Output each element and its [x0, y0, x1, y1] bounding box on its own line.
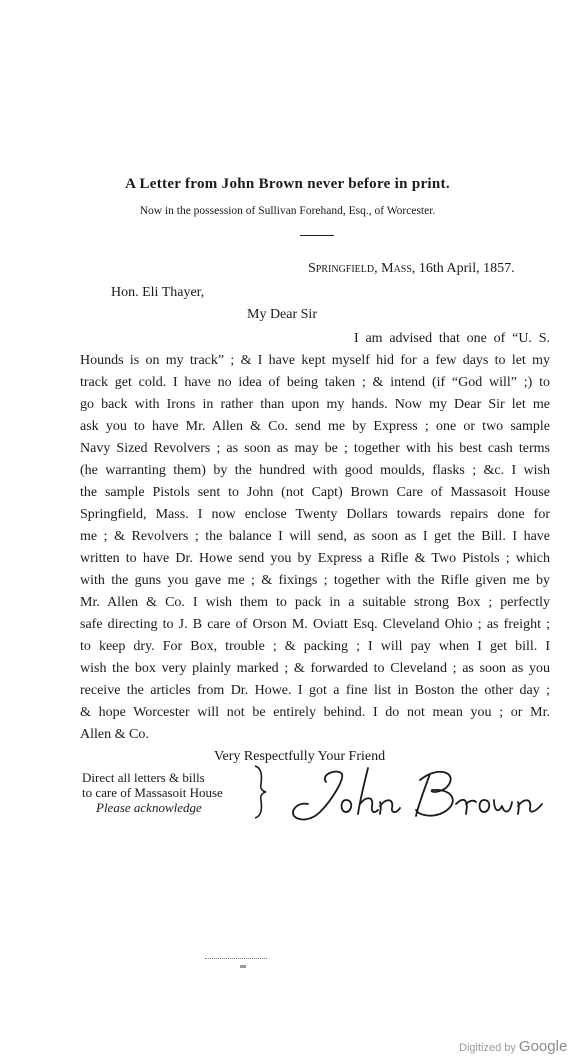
dateline-date: 16th April, 1857.	[418, 261, 515, 276]
body-line: to keep dry. For Box, trouble ; & packing ; I will pay when I get bill. I	[80, 639, 550, 654]
body-line: go back with Irons in rather than upon my hands. Now my Dear Sir let me	[80, 397, 550, 412]
watermark-prefix: Digitized by	[459, 1042, 516, 1054]
body-line: with the guns you gave me ; & fixings ; together with the Rifle given me by	[80, 573, 550, 588]
scan-artifact	[240, 965, 246, 968]
letter-subtitle: Now in the possession of Sullivan Forehand, Esq., of Worcester.	[139, 205, 436, 217]
body-line: track get cold. I have no idea of being taken ; & intend (if “God will” ;) to	[80, 375, 550, 390]
letter-body	[80, 328, 550, 746]
signature-image	[280, 760, 548, 832]
body-line: me ; & Revolvers ; the balance I will send, as soon as I get the Bill. I have	[80, 529, 550, 544]
body-line: I am advised that one of “U. S.	[354, 331, 550, 346]
mailing-directions	[82, 770, 223, 815]
digitized-watermark	[459, 1038, 567, 1055]
addressee: Hon. Eli Thayer,	[111, 285, 205, 300]
direction-line: Please acknowledge	[96, 800, 202, 815]
title-divider	[300, 235, 334, 236]
body-line: wish the box very plainly marked ; & forwarded to Cleveland ; as soon as you	[80, 661, 550, 676]
body-line: Mr. Allen & Co. I wish them to pack in a suitable strong Box ; perfectly	[80, 595, 550, 610]
body-line: & hope Worcester will not be entirely behind. I do not mean you ; or Mr.	[80, 705, 550, 720]
dateline-place: Springfield, Mass,	[308, 261, 416, 276]
dateline	[308, 261, 515, 277]
body-line: Springfield, Mass. I now enclose Twenty Dollars towards repairs done for	[80, 507, 550, 522]
body-line: safe directing to J. B care of Orson M. Oviatt Esq. Cleveland Ohio ; as freight ;	[80, 617, 550, 632]
scan-artifact	[205, 958, 267, 961]
body-line: (he warranting them) by the hundred with good moulds, flasks ; &c. I wish	[80, 463, 550, 478]
body-line: written to have Dr. Howe send you by Express a Rifle & Two Pistols ; which	[80, 551, 550, 566]
brace-icon	[252, 764, 268, 820]
letter-title: A Letter from John Brown never before in print.	[125, 176, 450, 192]
greeting: My Dear Sir	[247, 307, 317, 322]
body-line: the sample Pistols sent to John (not Capt) Brown Care of Massasoit House	[80, 485, 550, 500]
direction-line: Direct all letters & bills	[82, 770, 205, 785]
body-line: Allen & Co.	[80, 727, 149, 742]
watermark-brand: Google	[518, 1038, 568, 1055]
body-line: Navy Sized Revolvers ; as soon as may be ; together with his best cash terms	[80, 441, 550, 456]
body-line: receive the articles from Dr. Howe. I got a fine list in Boston the other day ;	[80, 683, 550, 698]
direction-line: to care of Massasoit House	[82, 785, 223, 800]
closing: Very Respectfully Your Friend	[214, 749, 386, 764]
body-line: Hounds is on my track” ; & I have kept myself hid for a few days to let my	[80, 353, 550, 368]
body-line: ask you to have Mr. Allen & Co. send me by Express ; one or two sample	[80, 419, 550, 434]
